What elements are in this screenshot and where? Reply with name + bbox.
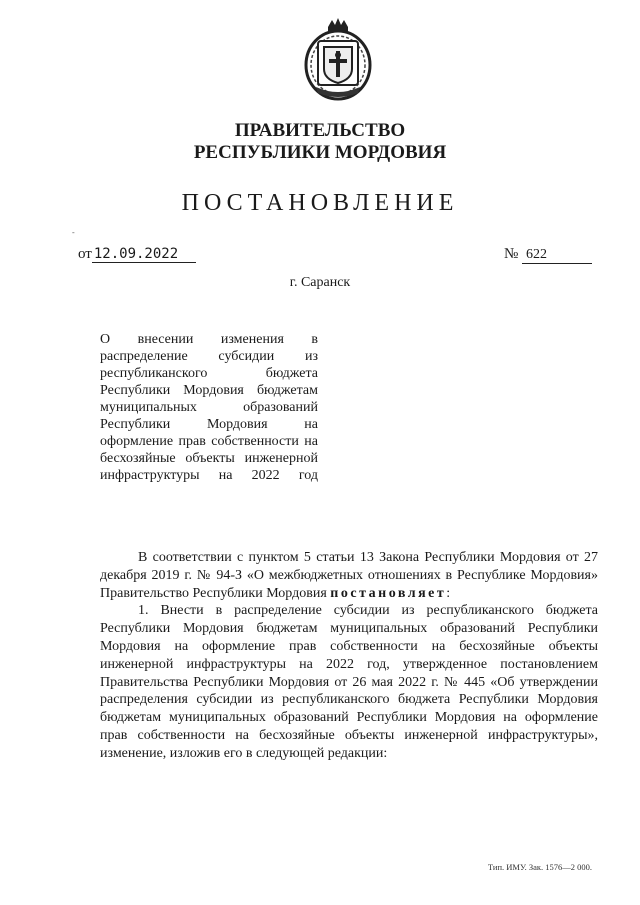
document-type-title: ПОСТАНОВЛЕНИЕ [181,190,459,216]
preamble-text: В соответствии с пунктом 5 статьи 13 Закона Республики Мордовия от 27 декабря 2019 г. № 94-З «О межбюджетных отношениях в Республике Мордовия» Правительство Республики Мордовия [100,550,598,601]
paragraph-item-1: 1. Внести в распределение субсидии из республиканского бюджета Республики Мордовия бюджетам муниципальных образований Республики Мордовия на оформление прав собственности на бесхозяйные объекты инженерной инфраструктуры на 2022 год, утвержденное постановлением Правительства Республики Мордовия от 26 мая 2022 г. № 445 «Об утверждении распределения субсидии из республиканского бюджета Республики Мордовия бюджетам муниципальных образований Республики Мордовия на оформление прав собственности на бесхозяйные объекты инженерной инфраструктуры», изменение, изложив его в следующей редакции: [100,603,598,761]
print-footer: Тип. ИМУ. Зак. 1576—2 000. [487,862,592,872]
number-value: 622 [522,247,592,264]
org-name-line1: ПРАВИТЕЛЬСТВО [234,120,406,141]
number-field [504,246,592,264]
decree-keyword: постановляет [330,585,447,601]
coat-of-arms-icon [302,17,374,103]
date-field [78,246,196,263]
paragraph-preamble [100,549,598,602]
date-prefix: от [78,246,92,262]
document-body [100,549,598,763]
org-name-line2: РЕСПУБЛИКИ МОРДОВИЯ [193,142,447,163]
preamble-colon: : [446,585,451,601]
scan-mark: - [72,228,75,237]
date-value: 12.09.2022 [92,246,196,263]
number-prefix: № [503,246,519,262]
document-subject: О внесении изменения в распределение субсидии из республиканского бюджета Республики Мордовия бюджетам муниципальных образований Республики Мордовия на оформление прав собственности на бесхозяйные объекты инженерной инфраструктуры на 2022 год [100,332,318,483]
city-label: г. Саранск [289,275,351,290]
